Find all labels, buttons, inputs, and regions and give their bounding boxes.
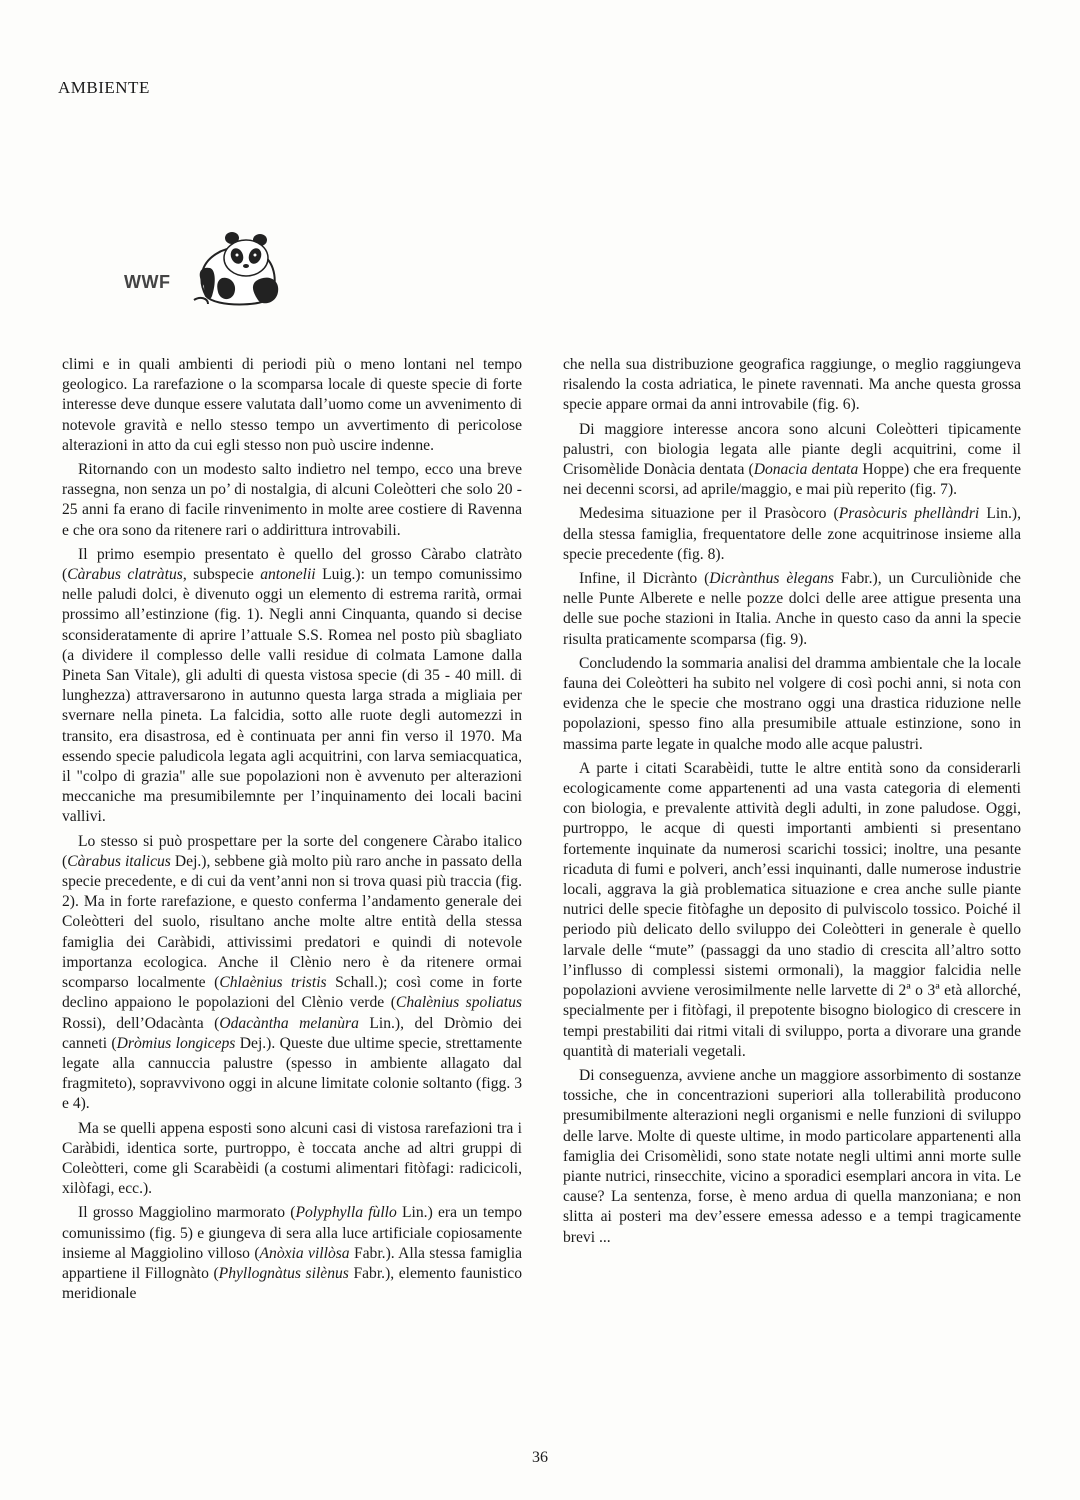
paragraph-text: , subspecie: [182, 566, 261, 584]
species-name: Anòxia villòsa: [259, 1244, 350, 1262]
paragraph: [563, 759, 1021, 1062]
species-name: Dicrànthus èlegans: [709, 570, 834, 588]
species-name: Chalènius spoliatus: [395, 994, 522, 1012]
species-name: Polyphylla fùllo: [295, 1204, 397, 1222]
paragraph: [62, 1203, 522, 1304]
species-name: Dròmius longiceps: [116, 1034, 236, 1052]
panda-icon: [186, 226, 286, 310]
species-name: antonelii: [260, 566, 316, 584]
paragraph-text: Il grosso Maggiolino marmorato (: [78, 1204, 296, 1222]
paragraph-text: Fabr.), elemento faunistico meridionale: [62, 1264, 522, 1303]
paragraph-text: Il primo esempio presentato è quello del grosso Càrabo clatràto (: [62, 545, 522, 584]
paragraph-text: Ritornando con un modesto salto indietro nel tempo, ecco una breve rassegna, non senza un po’ di nostalgia, di alcuni Coleòtteri che solo 20 - 25 anni fa erano di facile rinvenimento in molte aree costiere di Ravenna e che ora sono da ritenere rari o addirittura introvabili.: [62, 461, 522, 539]
paragraph-text: Dej.). Queste due ultime specie, strettamente legate alla cannuccia palustre (spesso in ambiente allagato dal fragmiteto), sopravvivono oggi in alcune limitate colonie soltanto (figg. 3 e 4).: [62, 1034, 522, 1113]
paragraph-text: Schall.); così come in forte declino appaiono le popolazioni del Clènio verde (: [62, 974, 522, 1012]
article-left-column: [62, 355, 522, 1308]
paragraph-text: Luig.): un tempo comunissimo nelle paludi dolci, è divenuto oggi un elemento di estrema rarità, ormai prossimo all’estinzione (fig. 1). Negli anni Cinquanta, quando si decise sconsideratamente di aprire l’attuale S.S. Romea nel posto più sbagliato (a dividere il complesso delle valli residue di colmata Lamone dalla Pineta San Vitale), gli adulti di questa vistosa specie (di 35 - 40 mill. di lunghezza) attraversarono in autunno questa larga strada a migliaia per svernare nella pineta. La falcidia, sotto alle ruote degli automezzi in transito, era disastrosa, ed è continuata per anni fin verso il 1970. Ma essendo specie paludicola legata agli acquitrini, con larva semiacquatica, il "colpo di grazia" alle sue popolazioni non è avvenuto per alterazioni meccaniche ma presumibilemnte per l’inquinamento dei locali bacini vallivi.: [62, 566, 522, 826]
paragraph-text: Infine, il Dicrànto (: [579, 570, 710, 588]
paragraph: [563, 504, 1021, 565]
paragraph-text: Concludendo la sommaria analisi del dramma ambientale che la locale fauna dei Coleòtteri ha subito nel volgere di così pochi anni, si nota con evidenza che le specie che mostrano oggi una drastica riduzione nelle popolazioni, spesso fino alla presumibile attuale estinzione, sono in massima parte legate in qualche modo alle acque palustri.: [563, 654, 1021, 753]
wwf-logo: [124, 226, 294, 310]
paragraph: [62, 355, 522, 456]
paragraph-text: Di maggiore interesse ancora sono alcuni Coleòtteri tipicamente palustri, con biologia legata alle piante degli acquitrini, come il Crisomèlide Donàcia dentata (: [563, 420, 1021, 479]
section-header: AMBIENTE: [58, 78, 150, 97]
paragraph-text: Ma se quelli appena esposti sono alcuni casi di vistosa rarefazioni tra i Caràbidi, identica sorte, purtroppo, è toccata anche ad altri gruppi di Coleòtteri, come gli Scarabèidi (a costumi alimentari fitòfagi: radicicoli, xilòfagi, ecc.).: [62, 1119, 522, 1198]
paragraph-text: Hoppe) che era frequente nei decenni scorsi, ad aprile/maggio, e mai più reperito (fig. 7).: [563, 461, 1021, 499]
paragraph: [563, 569, 1021, 650]
paragraph: [563, 1066, 1021, 1248]
paragraph-text: Fabr.), un Curculiònide che nelle Punte Alberete e nelle pozze dolci delle aree attigue presenta una delle sue poche stazioni in Italia. Anche in questo caso da anni la specie risulta praticamente scomparsa (fig. 9).: [563, 570, 1021, 648]
paragraph-text: Lo stesso si può prospettare per la sorte del congenere Càrabo italico (: [62, 832, 522, 870]
article-right-column: [563, 355, 1021, 1252]
paragraph: [62, 832, 522, 1115]
paragraph: [62, 545, 522, 828]
species-name: Prasòcuris phellàndri: [838, 505, 980, 523]
paragraph-text: che nella sua distribuzione geografica raggiunge, o meglio raggiungeva risalendo la costa adriatica, le pinete ravennati. Ma anche questa grossa specie appare ormai da anni introvabile (fig. 6).: [563, 356, 1021, 414]
paragraph-text: Lin.), del Dròmio dei canneti (: [62, 1014, 523, 1052]
species-name: Chlaènius tristis: [219, 974, 327, 992]
paragraph-text: Medesima situazione per il Prasòcoro (: [579, 505, 839, 523]
wwf-logo-text: WWF: [124, 272, 171, 292]
paragraph: [563, 420, 1021, 501]
paragraph-text: Rossi), dell’Odacànta (: [62, 1014, 220, 1032]
paragraph-text: Dej.), sebbene già molto più raro anche in passato della specie precedente, e di cui da vent’anni non si trova quasi più traccia (fig. 2). Ma in forte rarefazione, e questo conferma l’andamento generale dei Coleòtteri del suolo, risultano anche molte altre entità della stessa famiglia dei Caràbidi, attivissimi predatori e quindi di notevole importanza ecologica. Anche il Clènio nero è da ritenere ormai scomparso localmente (: [62, 852, 522, 992]
paragraph: [563, 654, 1021, 755]
paragraph-text: Lin.), della stessa famiglia, frequentatore delle zone acquitrinose insieme alla specie precedente (fig. 8).: [563, 505, 1021, 563]
paragraph-text: Di conseguenza, avviene anche un maggiore assorbimento di sostanze tossiche, che in concentrazioni superiori alla tollerabilità producono presumibilmente alterazioni negli organismi e nelle funzioni di sviluppo delle larve. Molte di queste ultime, in modo particolare appartenenti alla famiglia dei Crisomèlidi, sono state notate negli ultimi anni morte sulle piante nutrici, rinsecchite, vicino a sporadici esemplari ancora in vita. Le cause? La sentenza, forse, è meno ardua di quella manzoniana; e non slitta ai posteri ma dev’essere emessa adesso e a tempi tragicamente brevi ...: [563, 1066, 1021, 1246]
species-name: Phyllognàtus silènus: [218, 1264, 349, 1282]
paragraph-text: Fabr.). Alla stessa famiglia appartiene il Fillognàto (: [62, 1244, 522, 1282]
species-name: Donacia dentata: [753, 461, 859, 479]
paragraph-text: Lin.) era un tempo comunissimo (fig. 5) e giungeva di sera alla luce artificiale copiosamente insieme al Maggiolino villoso (: [62, 1204, 522, 1262]
page-number: 36: [532, 1449, 548, 1466]
paragraph-text: A parte i citati Scarabèidi, tutte le altre entità sono da considerarli ecologicamente come appartenenti ad una vasta categoria di elementi con biologia, e prevalente attività degli adulti, in zone paludose. Oggi, purtroppo, le acque di questi importanti ambienti si presentano fortemente inquinate da numerosi scarichi tossici; inoltre, una pesante ricaduta di fumi e polveri, anch’essi inquinanti, dalle numerose industrie locali, aggrava la già problematica situazione e crea anche sulle piante nutrici delle specie fitòfaghe un deposito di pulviscolo tossico. Poiché il periodo più delicato dello sviluppo dei Coleòtteri in generale è quello larvale delle “mute” (passaggi da uno stadio di crescita all’altro sotto l’influsso di complessi sistemi ormonali), la maggior falcidia nelle popolazioni avviene verosimilmente nelle larvette di 2ª o 3ª età allorché, specialmente per i fitòfagi, il prepotente bisogno biologico di crescere in tempi prestabiliti dai ritmi vitali di sviluppo, porta a divorare una grande quantità di materiali vegetali.: [563, 759, 1021, 1060]
species-name: Càrabus clatràtus: [67, 566, 183, 584]
species-name: Odacàntha melanùra: [219, 1014, 359, 1032]
paragraph-text: climi e in quali ambienti di periodi più o meno lontani nel tempo geologico. La rarefazione o la scomparsa locale di queste specie di forte interesse deve dunque essere valutata dall’uomo come un avvenimento di notevole gravità e nello stesso tempo un avvertimento di pericolose alterazioni in atto da cui egli stesso non può uscire indenne.: [62, 356, 522, 454]
paragraph: [62, 460, 522, 541]
paragraph: [563, 355, 1021, 416]
paragraph: [62, 1119, 522, 1200]
species-name: Càrabus italicus: [67, 852, 171, 870]
